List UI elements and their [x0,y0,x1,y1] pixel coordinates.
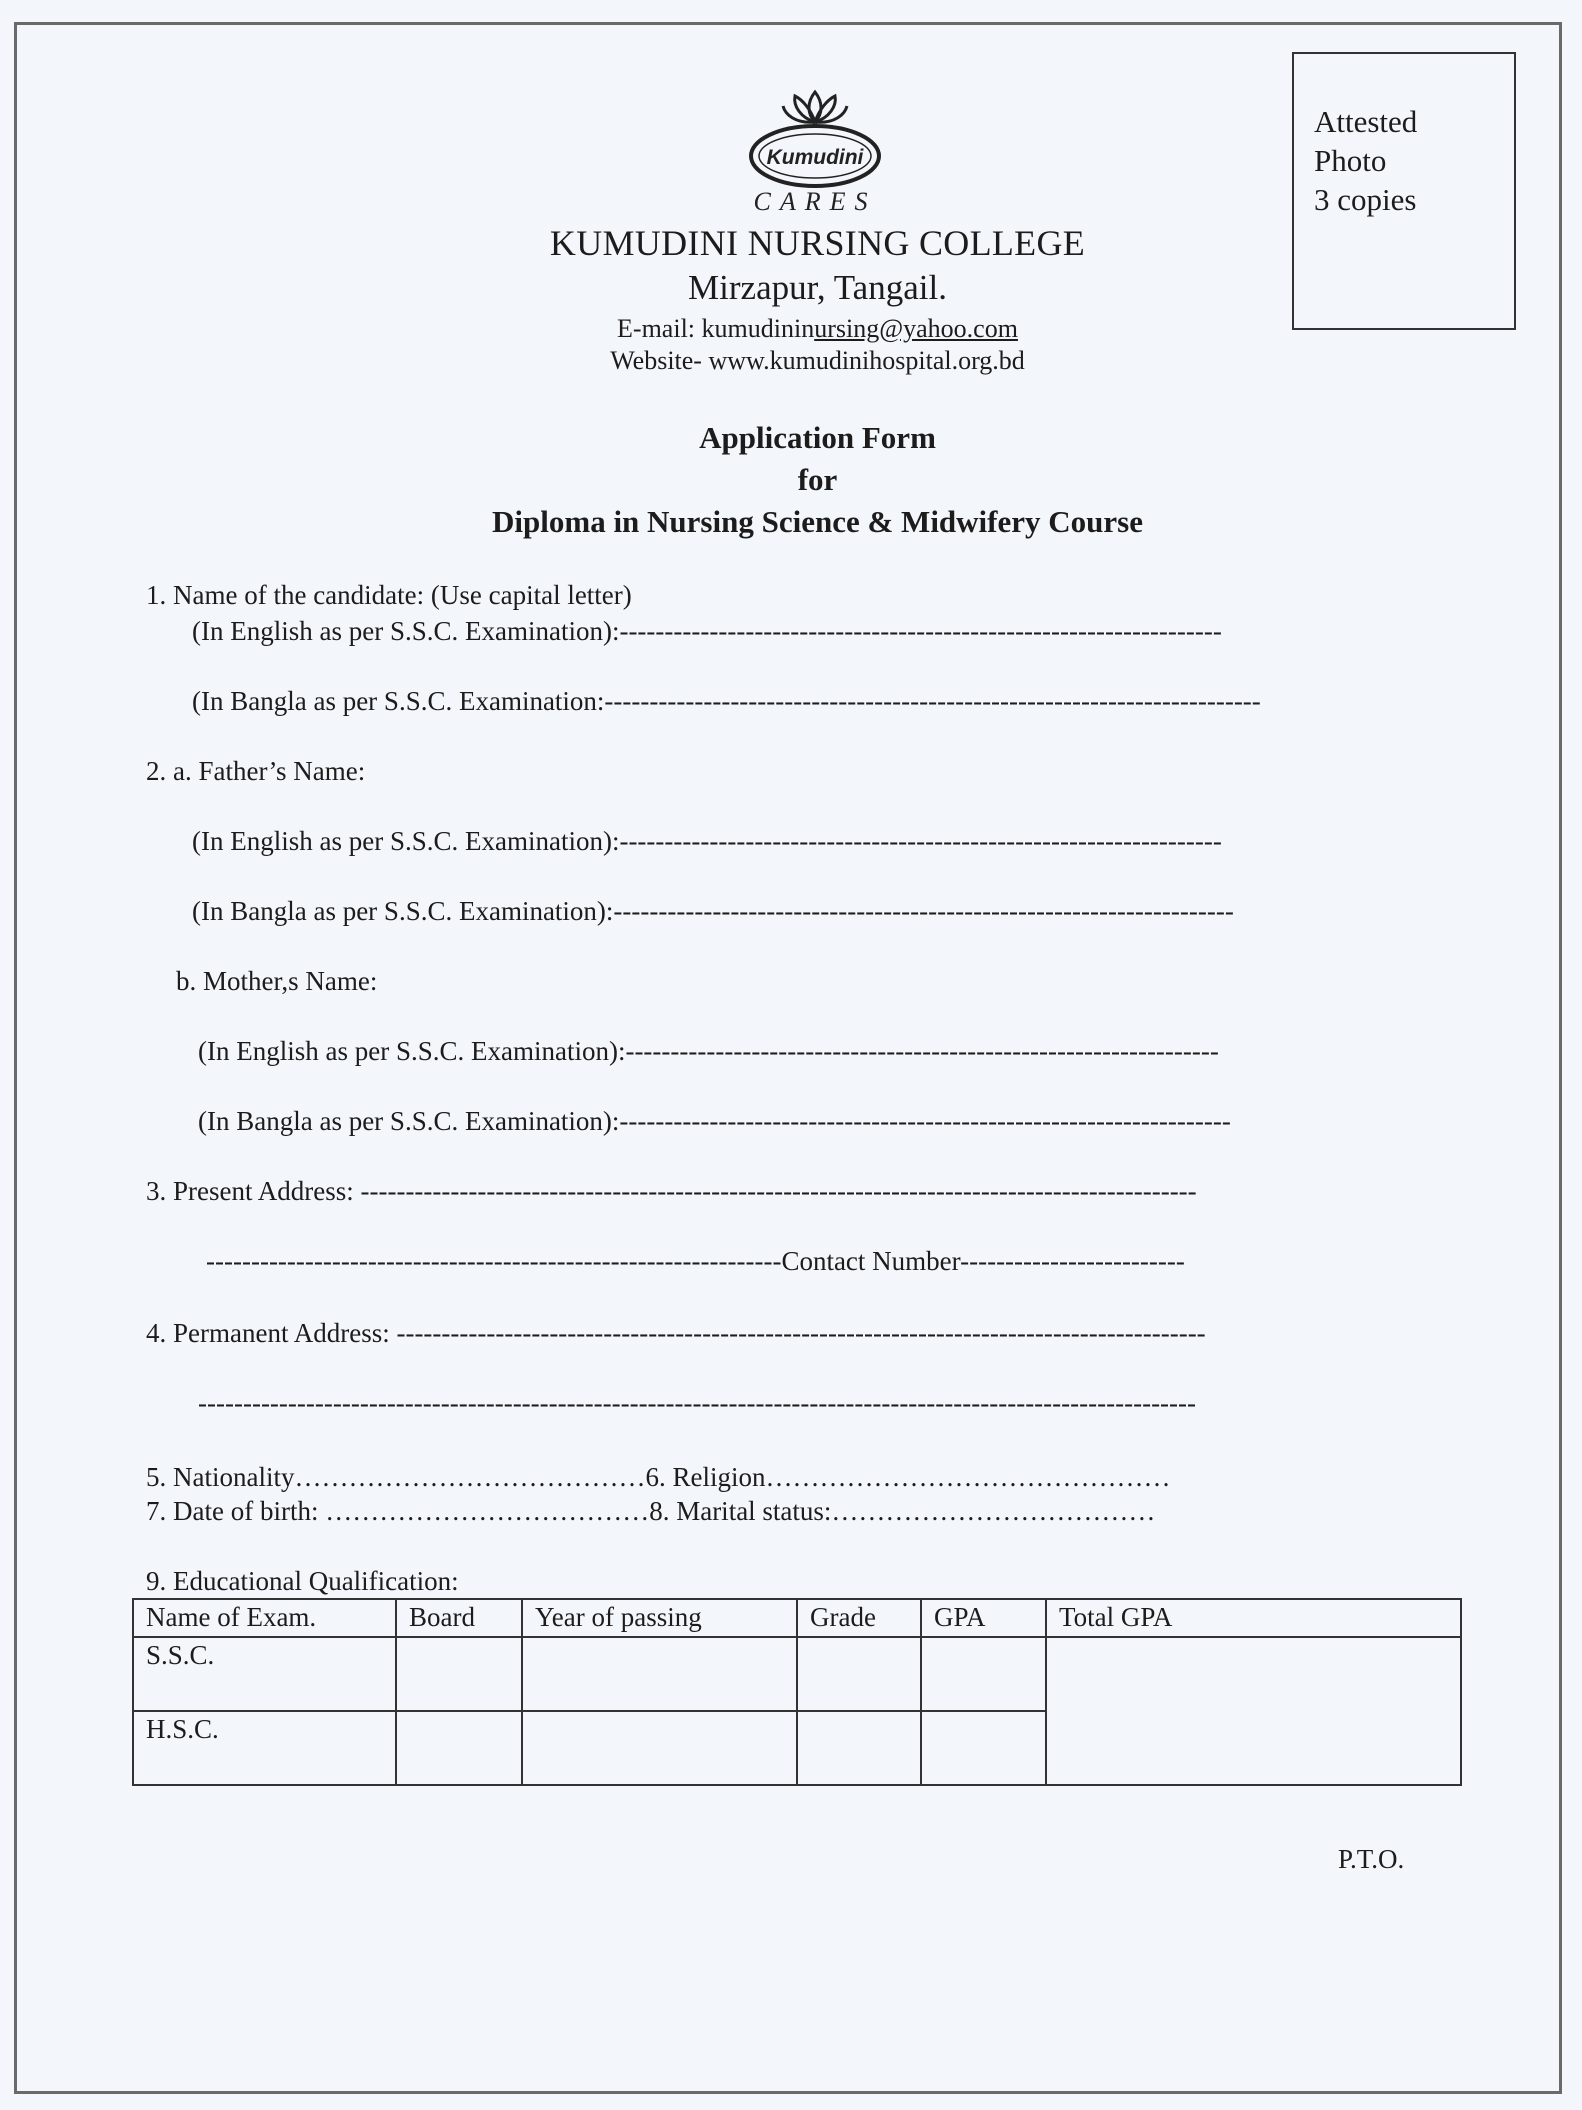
table-header: Grade [797,1599,921,1637]
table-header: Board [396,1599,522,1637]
q5-q6-nationality-religion[interactable]: 5. Nationality…………………………………6. Religion……………………………………… [146,1462,1171,1492]
table-header: Year of passing [522,1599,797,1637]
q4-permanent-address-field[interactable]: 4. Permanent Address: ------------------------------------------------------------------------------------------ [146,1318,1206,1348]
q3-present-address-field[interactable]: 3. Present Address: --------------------------------------------------------------------------------------------- [146,1176,1197,1206]
photo-box-line: 3 copies [1314,182,1417,217]
year-cell[interactable] [522,1711,797,1785]
email-prefix: E-mail: kumudinin [617,314,815,343]
q9-educational-qualification-label: 9. Educational Qualification: [146,1566,459,1596]
year-cell[interactable] [522,1637,797,1711]
education-table [132,1598,1462,1786]
q2-father-bangla-field[interactable]: (In Bangla as per S.S.C. Examination):--------------------------------------------------------------------- [192,896,1234,926]
table-header: Total GPA [1046,1599,1461,1637]
q1-english-name-field[interactable]: (In English as per S.S.C. Examination):------------------------------------------------------------------- [192,616,1222,646]
q4-permanent-address-line2[interactable]: --------------------------------------------------------------------------------------------------------------- [198,1388,1197,1418]
exam-name-cell: H.S.C. [133,1711,396,1785]
total-gpa-cell[interactable] [1046,1637,1461,1785]
q3-contact-number-field[interactable]: ----------------------------------------------------------------Contact Number------------------------- [206,1246,1185,1276]
form-title: Application Form [699,420,936,455]
photo-box-line: Attested [1314,104,1418,139]
q2-father-english-field[interactable]: (In English as per S.S.C. Examination):------------------------------------------------------------------- [192,826,1222,856]
q2b-mother-bangla-field[interactable]: (In Bangla as per S.S.C. Examination):-------------------------------------------------------------------- [198,1106,1231,1136]
grade-cell[interactable] [797,1711,921,1785]
course-title: Diploma in Nursing Science & Midwifery Course [492,504,1143,539]
form-title-for: for [797,462,838,497]
email-underlined: ursing@yahoo.com [814,314,1018,343]
board-cell[interactable] [396,1711,522,1785]
q7-q8-dob-marital-status[interactable]: 7. Date of birth: ………………………………8. Marital status:……………………………… [146,1496,1156,1526]
table-header: Name of Exam. [133,1599,396,1637]
table-header: GPA [921,1599,1046,1637]
q2b-mother-name-label: b. Mother,s Name: [176,966,378,996]
logo-text: Kumudini [766,146,864,169]
q2-father-name-label: 2. a. Father’s Name: [146,756,366,786]
college-location: Mirzapur, Tangail. [688,268,947,307]
college-email [0,314,1582,344]
q1-candidate-name-label: 1. Name of the candidate: (Use capital letter) [146,580,632,610]
q1-bangla-name-field[interactable]: (In Bangla as per S.S.C. Examination:------------------------------------------------------------------------- [192,686,1261,716]
gpa-cell[interactable] [921,1711,1046,1785]
q2b-mother-english-field[interactable]: (In English as per S.S.C. Examination):------------------------------------------------------------------ [198,1036,1219,1066]
college-website: Website- www.kumudinihospital.org.bd [610,346,1025,375]
college-name: KUMUDINI NURSING COLLEGE [549,223,1086,263]
photo-box-line: Photo [1314,143,1387,178]
grade-cell[interactable] [797,1637,921,1711]
logo-tagline: CARES [753,187,877,216]
exam-name-cell: S.S.C. [133,1637,396,1711]
please-turn-over: P.T.O. [1338,1844,1405,1874]
table-header-row [133,1599,1461,1637]
gpa-cell[interactable] [921,1637,1046,1711]
table-row [133,1637,1461,1711]
kumudini-logo [735,84,895,224]
board-cell[interactable] [396,1637,522,1711]
